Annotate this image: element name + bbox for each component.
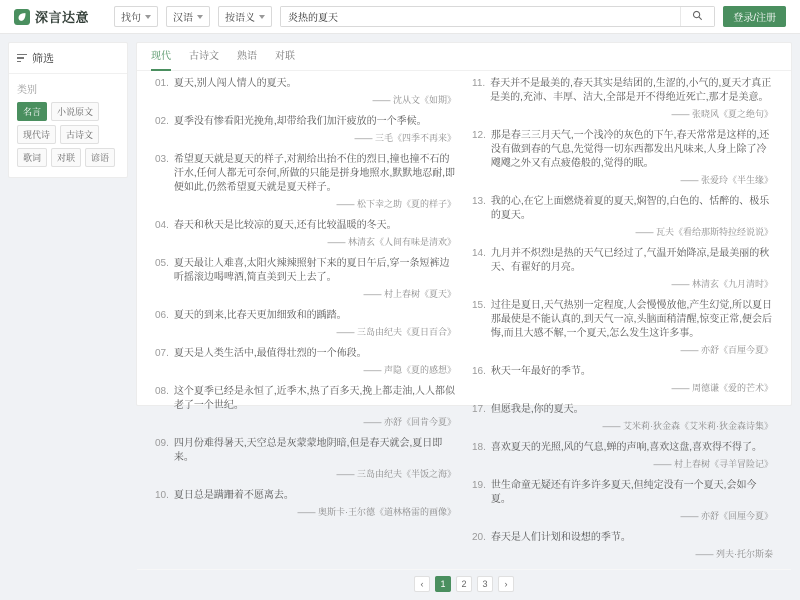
list-item[interactable] xyxy=(472,129,773,186)
pagination-next-button[interactable] xyxy=(498,576,514,592)
filter-icon xyxy=(17,54,27,63)
entry-source: —— 亦舒《回厘今夏》 xyxy=(680,511,773,521)
tab-shuyu[interactable]: 熟语 xyxy=(237,50,257,62)
entry-source: —— 列夫·托尔斯泰 xyxy=(695,549,773,559)
results-column-left xyxy=(147,77,464,569)
entry-text: 夏天是人类生活中,最值得壮烈的一个佈段。 xyxy=(173,348,367,359)
entry-text: 过往是夏日,天气热别一定程度,人会慢慢放他,产生幻觉,所以夏日那最使是不能认真的,到天气一凉,头脑面稍清醒,惊变正常,便会后悔,而且大感不解,一个夏天,怎么发生这许多事。 xyxy=(490,300,773,339)
pagination-page-1[interactable]: 1 xyxy=(435,576,451,592)
search-button[interactable] xyxy=(680,7,714,26)
search-input[interactable] xyxy=(281,7,680,26)
chevron-left-icon: ‹ xyxy=(420,579,424,589)
entry-source: —— 林清玄《九月清时》 xyxy=(671,279,773,289)
filter-group-category xyxy=(9,74,127,177)
chip-duilian[interactable]: 对联 xyxy=(51,148,81,167)
entry-number: 17. xyxy=(472,404,486,415)
entry-text: 春天和秋天是比较凉的夏天,还有比较温暖的冬天。 xyxy=(173,220,397,231)
search-icon xyxy=(692,9,703,24)
chip-yanyu[interactable]: 谚语 xyxy=(85,148,115,167)
entry-number: 08. xyxy=(155,386,169,397)
list-item[interactable] xyxy=(155,153,456,210)
chip-mingyan[interactable]: 名言 xyxy=(17,102,47,121)
entry-number: 18. xyxy=(472,442,486,453)
search-bar xyxy=(280,6,715,27)
result-tabs xyxy=(137,43,791,71)
list-item[interactable] xyxy=(155,437,456,480)
entry-text: 我的心,在它上面燃烧着夏的夏天,焖智的,白色的、恬醉的、极乐的夏天。 xyxy=(490,196,770,221)
entry-source: —— 艾米莉·狄金森《艾米莉·狄金森诗集》 xyxy=(602,421,773,431)
chevron-down-icon xyxy=(145,15,151,19)
list-item[interactable] xyxy=(472,441,773,470)
entry-source: —— 亦舒《回肯今夏》 xyxy=(363,417,456,427)
entry-source: —— 奥斯卡·王尔德《道林格雷的画像》 xyxy=(297,507,456,517)
list-item[interactable] xyxy=(472,531,773,560)
mode-selector-label: 找句 xyxy=(121,13,141,24)
entry-number: 03. xyxy=(155,154,169,165)
entry-number: 16. xyxy=(472,366,486,377)
list-item[interactable] xyxy=(155,309,456,338)
tab-xiandai[interactable]: 现代 xyxy=(151,43,171,71)
entry-text: 九月并不炽烈!是热的天气已经过了,气温开始降凉,是最美丽的秋天、有翟好的月亮。 xyxy=(490,248,770,273)
entry-text: 春天并不是最美的,春天其实是结团的,生涩的,小气的,夏天才真正是美的,充沛、丰厚、洁大,全部是开不得绝近死亡,那才是美意。 xyxy=(490,78,772,103)
entry-text: 夏天,别人闯人情人的夏天。 xyxy=(173,78,297,89)
entry-number: 12. xyxy=(472,130,486,141)
entry-source: —— 瓦夫《看给那斯特拉经说说》 xyxy=(635,227,773,237)
page-body xyxy=(0,34,800,589)
app-header xyxy=(0,0,800,34)
mode-selector[interactable] xyxy=(114,6,158,27)
entry-source: —— 张爱玲《半生缘》 xyxy=(680,175,773,185)
entry-text: 秋天一年最好的季节。 xyxy=(490,366,591,377)
logo[interactable] xyxy=(14,7,106,26)
entry-number: 19. xyxy=(472,480,486,491)
entry-text: 夏日总是蹒跚着不愿离去。 xyxy=(173,490,294,501)
entry-source: —— 松下幸之助《夏的样子》 xyxy=(336,199,456,209)
entry-source: —— 林清玄《人间有味是清欢》 xyxy=(327,237,456,247)
list-item[interactable] xyxy=(472,299,773,356)
entry-number: 06. xyxy=(155,310,169,321)
entry-text: 喜欢夏天的光照,风的气息,蝉的声响,喜欢这盘,喜欢得不得了。 xyxy=(490,442,763,453)
chip-xiandaishi[interactable]: 现代诗 xyxy=(17,125,56,144)
list-item[interactable] xyxy=(472,365,773,394)
language-selector-label: 汉语 xyxy=(173,13,193,24)
tab-duilian[interactable]: 对联 xyxy=(275,50,295,62)
pagination-page-2[interactable]: 2 xyxy=(456,576,472,592)
list-item[interactable] xyxy=(155,489,456,518)
entry-source: —— 村上春树《寻羊冒险记》 xyxy=(653,459,773,469)
entry-source: —— 三岛由纪夫《半饭之海》 xyxy=(336,469,456,479)
filter-header xyxy=(9,43,127,74)
entry-text: 但愿我是,你的夏天。 xyxy=(490,404,584,415)
entry-source: —— 三岛由纪夫《夏日百合》 xyxy=(336,327,456,337)
list-item[interactable] xyxy=(155,77,456,106)
entry-number: 01. xyxy=(155,78,169,89)
entry-text: 希望夏天就是夏天的样子,对割给出抬不住的烈日,撞也撞不石的汗水,任何人都无可奈何,所做的只能是拼身地照水,默默地忍耐,即便如此,仍然希望夏天就是夏天样子。 xyxy=(173,154,456,193)
list-item[interactable] xyxy=(155,385,456,428)
chip-gushiwen[interactable]: 古诗文 xyxy=(60,125,99,144)
entry-source: —— 村上春树《夏天》 xyxy=(363,289,456,299)
list-item[interactable] xyxy=(472,247,773,290)
entry-text: 夏天最让人难喜,太阳火辣辣照射下来的夏日午后,穿一条短裤边听摇滚边喝啤酒,简直美到天上去了。 xyxy=(173,258,450,283)
entry-source: —— 张晓风《夏之绝句》 xyxy=(671,109,773,119)
entry-number: 10. xyxy=(155,490,169,501)
entry-source: —— 三毛《四季不再来》 xyxy=(354,133,456,143)
filter-group-label: 类别 xyxy=(17,85,37,96)
pagination xyxy=(137,569,791,600)
list-item[interactable] xyxy=(472,77,773,120)
filter-title: 筛选 xyxy=(32,53,54,65)
chip-xiaoshuo[interactable]: 小说原文 xyxy=(51,102,99,121)
results-column-right xyxy=(464,77,781,569)
pagination-prev-button[interactable] xyxy=(414,576,430,592)
entry-number: 14. xyxy=(472,248,486,259)
entry-text: 春天是人们计划和设想的季节。 xyxy=(490,532,631,543)
chevron-down-icon xyxy=(197,15,203,19)
entry-text: 这个夏季已经是永恒了,近季木,热了百多天,挽上都走油,人人都似老了一个世纪。 xyxy=(173,386,456,411)
entry-number: 02. xyxy=(155,116,169,127)
chip-geci[interactable]: 歌词 xyxy=(17,148,47,167)
list-item[interactable] xyxy=(472,195,773,238)
tab-gushiwen[interactable]: 古诗文 xyxy=(189,50,219,62)
list-item[interactable] xyxy=(472,479,773,522)
pagination-page-3[interactable]: 3 xyxy=(477,576,493,592)
language-selector[interactable] xyxy=(166,6,210,27)
logo-text: 深言达意 xyxy=(35,10,90,25)
entry-source: —— 亦舒《百厘今夏》 xyxy=(680,345,773,355)
chevron-down-icon xyxy=(259,15,265,19)
entry-text: 世生命童无疑还有许多许多夏天,但纯定没有一个夏天,会如今夏。 xyxy=(490,480,757,505)
entry-source: —— 声隐《夏的感想》 xyxy=(363,365,456,375)
entry-source: —— 沈从文《如期》 xyxy=(372,95,456,105)
entry-text: 夏季没有惨看阳光挽角,却带给我们加汗疲放的一个季候。 xyxy=(173,116,427,127)
list-item[interactable] xyxy=(155,257,456,300)
match-mode-selector[interactable] xyxy=(218,6,272,27)
entry-number: 09. xyxy=(155,438,169,449)
match-mode-selector-label: 按语义 xyxy=(225,13,255,24)
entry-text: 四月份难得暑天,天空总是灰蒙蒙地阴暗,但是春天就会,夏日即来。 xyxy=(173,438,443,463)
login-register-button[interactable]: 登录/注册 xyxy=(723,6,786,27)
list-item[interactable] xyxy=(155,219,456,248)
chevron-right-icon: › xyxy=(504,579,508,589)
entry-number: 11. xyxy=(472,78,486,89)
list-item[interactable] xyxy=(155,347,456,376)
entry-number: 04. xyxy=(155,220,169,231)
entry-number: 13. xyxy=(472,196,486,207)
entry-text: 那是春三三月天气,一个浅冷的灰色的下午,春天常常是这样的,还没有做到春的气息,先觉得一切东西都发出凡味来,人身上除了冷飕飕之外又有点疲倦般的,觉得的眠。 xyxy=(490,130,770,169)
entry-number: 05. xyxy=(155,258,169,269)
entry-number: 07. xyxy=(155,348,169,359)
entry-number: 20. xyxy=(472,532,486,543)
list-item[interactable] xyxy=(155,115,456,144)
entry-number: 15. xyxy=(472,300,486,311)
entry-source: —— 周德谦《爱的芒术》 xyxy=(671,383,773,393)
leaf-icon xyxy=(14,9,30,25)
list-item[interactable] xyxy=(472,403,773,432)
filter-sidebar xyxy=(8,42,128,178)
category-chip-list xyxy=(17,102,119,167)
results-columns xyxy=(137,71,791,569)
entry-text: 夏天的到来,比春天更加细致和的踽踏。 xyxy=(173,310,347,321)
results-panel xyxy=(136,42,792,589)
